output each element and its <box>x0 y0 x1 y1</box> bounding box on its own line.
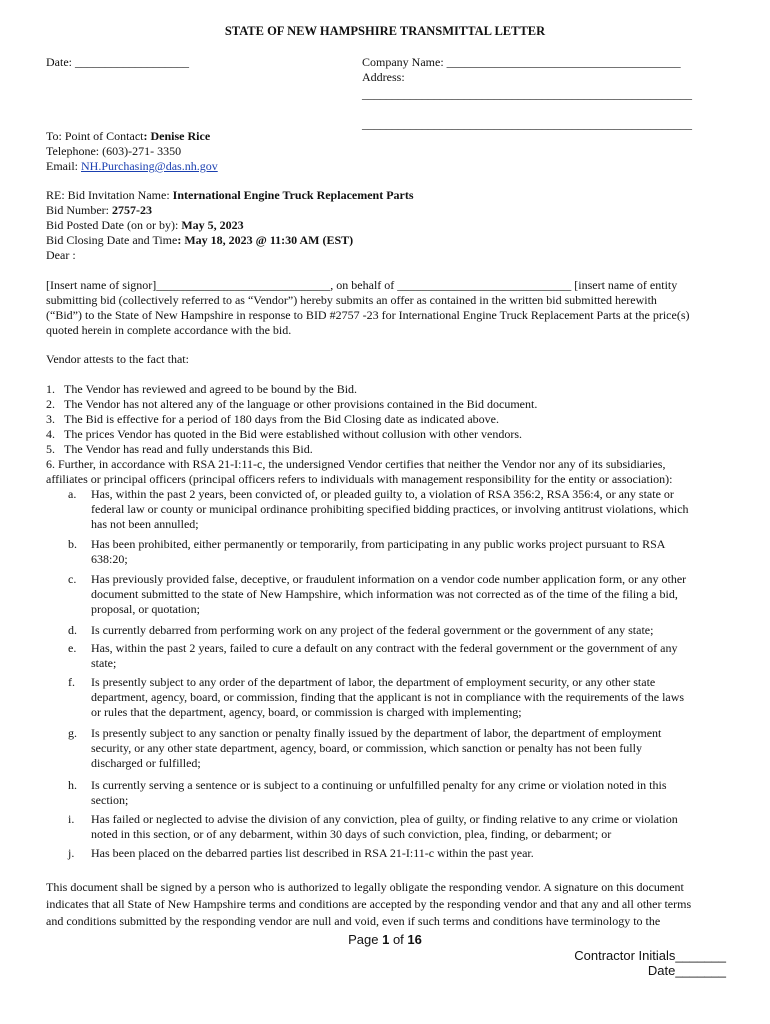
list-item: 1. The Vendor has reviewed and agreed to be bound by the Bid. <box>46 382 358 396</box>
date-line: Date: ___________________ <box>46 55 189 69</box>
attests-line: Vendor attests to the fact that: <box>46 352 189 366</box>
contact-email-row <box>46 159 218 174</box>
footer-date: Date_______ <box>647 963 726 978</box>
contractor-initials: Contractor Initials_______ <box>574 948 726 963</box>
email-label: Email: <box>46 159 81 173</box>
bid-closing-value: : May 18, 2023 @ 11:30 AM (EST) <box>177 233 354 247</box>
contact-telephone: Telephone: (603)-271- 3350 <box>46 144 182 158</box>
list-item: 3. The Bid is effective for a period of 180 days from the Bid Closing date as indicated above. <box>46 412 499 426</box>
contact-label: To: Point of Contact <box>46 129 144 143</box>
bid-name-value: International Engine Truck Replacement Parts <box>172 188 414 202</box>
email-link[interactable]: NH.Purchasing@das.nh.gov <box>81 159 218 173</box>
address-line-1: _______________________________________________________ <box>362 87 692 101</box>
list-item: 4. The prices Vendor has quoted in the Bid were established without collusion with other vendors. <box>46 427 523 441</box>
company-name-line: Company Name: _______________________________________ <box>362 55 681 69</box>
sub-item-j: j. Has been placed on the debarred parties list described in RSA 21-I:11-c within the past year. <box>68 846 534 860</box>
closing-line-1: This document shall be signed by a person who is authorized to legally obligate the responding vendor. A signature on this document <box>46 880 684 894</box>
contact-name: Denise Rice <box>147 129 211 143</box>
bid-name-row <box>46 188 414 203</box>
bid-posted-row <box>46 218 244 233</box>
bid-number-label: Bid Number: <box>46 203 112 217</box>
document-title: STATE OF NEW HAMPSHIRE TRANSMITTAL LETTER <box>224 24 546 38</box>
bid-number-row <box>46 203 152 218</box>
point-of-contact <box>46 129 210 144</box>
signor-line-3: (“Bid”) to the State of New Hampshire in response to BID #2757 -23 for International Engine Truck Replacement Parts at the price(s) <box>46 308 690 322</box>
closing-line-3: and conditions submitted by the responding vendor are null and void, even if such terms and conditions have terminology to the <box>46 914 661 928</box>
bid-closing-label: Bid Closing Date and Time <box>46 233 178 247</box>
bid-posted-value: May 5, 2023 <box>181 218 244 232</box>
bid-number-value: 2757-23 <box>112 203 152 217</box>
sub-item-i: i. Has failed or neglected to advise the division of any conviction, plea of guilty, or finding relative to any crime or violation noted in this section, or of any debarment, within 30 days of such conviction, plea, finding, or debarment; or <box>68 812 678 841</box>
sub-item-e: e. Has, within the past 2 years, failed to cure a default on any contract with the federal government or the government of any state; <box>68 641 678 670</box>
signor-line-4: quoted herein in complete accordance with the bid. <box>46 323 292 337</box>
sub-item-b: b. Has been prohibited, either permanently or temporarily, from participating in any public works project pursuant to RSA 638:20; <box>68 537 666 566</box>
sub-item-d: d. Is currently debarred from performing work on any project of the federal government or the government of any state; <box>68 623 654 637</box>
address-label: Address: <box>362 70 405 84</box>
bid-closing-row <box>46 233 353 248</box>
signor-line-2: submitting bid (collectively referred to as “Vendor”) hereby submits an offer as contained in the written bid submitted herewith <box>46 293 657 307</box>
page-number: Page 1 of 16 <box>348 932 422 947</box>
item6-line-1: 6. Further, in accordance with RSA 21-I:11-c, the undersigned Vendor certifies that neither the Vendor nor any of its subsidiaries, <box>46 457 666 471</box>
bid-posted-label: Bid Posted Date (on or by): <box>46 218 182 232</box>
signor-line-1: [Insert name of signor]_____________________________, on behalf of _____________________________ [insert name of entity <box>46 278 678 292</box>
address-line-2: _______________________________________________________ <box>362 117 692 131</box>
contact-colon: : <box>143 129 148 143</box>
closing-line-2: indicates that all State of New Hampshire terms and conditions are accepted by the responding vendor and that any and all other terms <box>46 897 692 911</box>
sub-item-f: f. Is presently subject to any order of the department of labor, the department of employment security, or any other state department, agency, board, or commission, finding that the applicant is not in compliance with the requirements of the laws or rules that the department, agency, board, or commission is charged with implementing; <box>68 675 685 719</box>
list-item: 2. The Vendor has not altered any of the language or other provisions contained in the Bid document. <box>46 397 538 411</box>
item6-line-2: affiliates or principal officers (principal officers refers to individuals with management responsibility for the entity or association): <box>46 472 673 486</box>
sub-item-h: h. Is currently serving a sentence or is subject to a continuing or unfulfilled penalty for any crime or violation noted in this section; <box>68 778 667 807</box>
list-item: 5. The Vendor has read and fully understands this Bid. <box>46 442 313 456</box>
sub-item-a: a. Has, within the past 2 years, been convicted of, or pleaded guilty to, a violation of RSA 356:2, RSA 356:4, or any state or federal law or county or municipal ordinance prohibiting specified bidding practices, or involving antitrust violations, which has not been annulled; <box>68 487 689 531</box>
sub-item-c: c. Has previously provided false, deceptive, or fraudulent information on a vendor code number application form, or any other document submitted to the state of New Hampshire, which information was not corrected as of the time of the filing a bid, proposal, or quotation; <box>68 572 687 616</box>
salutation: Dear : <box>46 248 76 262</box>
bid-name-label: RE: Bid Invitation Name: <box>46 188 173 202</box>
sub-item-g: g. Is presently subject to any sanction or penalty finally issued by the department of labor, the department of employment security, or any other state department, agency, board, or commission, which sanction or penalty has not been fully discharged or fulfilled; <box>68 726 662 770</box>
